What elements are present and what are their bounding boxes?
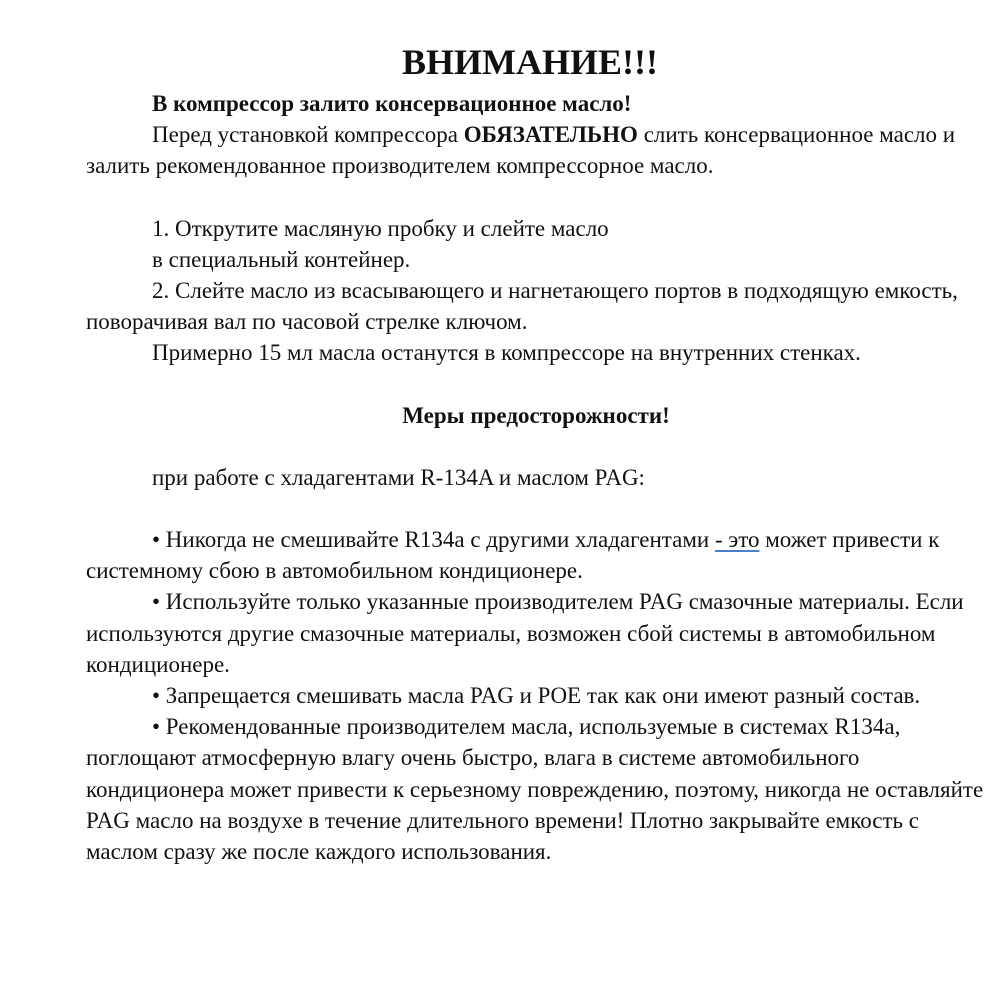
spacer <box>86 431 986 462</box>
spellcheck-flagged-text[interactable]: - это <box>714 527 760 553</box>
step-1-line-2: в специальный контейнер. <box>152 246 411 272</box>
precautions-heading: Меры предосторожности! <box>402 402 670 428</box>
precautions-subheading: при работе с хладагентами R-134A и маслом PAG: <box>152 464 645 490</box>
bullet-1 <box>86 524 986 586</box>
bullet-2: • Используйте только указанные производителем PAG смазочные материалы. Если используются другие смазочные материалы, возможен сбой системы в автомобильном кондиционере. <box>86 589 964 677</box>
intro-emphasis: ОБЯЗАТЕЛЬНО <box>463 122 638 148</box>
bullet-1-after: может привести к системному сбою в автомобильном кондиционере. <box>86 527 940 584</box>
step-2: 2. Слейте масло из всасывающего и нагнетающего портов в подходящую емкость, поворачивая вал по часовой стрелке ключом. <box>86 278 958 335</box>
intro-before: Перед установкой компрессора <box>152 122 464 148</box>
step-note: Примерно 15 мл масла останутся в компрессоре на внутренних стенках. <box>152 340 861 366</box>
spacer <box>86 369 986 400</box>
spacer <box>86 493 986 524</box>
page-title: ВНИМАНИЕ!!! <box>402 42 658 82</box>
warning-line: В компрессор залито консервационное масло! <box>152 91 632 116</box>
step-1-line-1: 1. Открутите масляную пробку и слейте масло <box>152 215 609 241</box>
intro-after: слить консервационное масло и залить рекомендованное производителем компрессорное масло. <box>86 122 956 179</box>
bullet-1-before: • Никогда не смешивайте R134a с другими хладагентами <box>152 527 715 553</box>
bullet-3: • Запрещается смешивать масла PAG и POE так как они имеют разный состав. <box>152 683 921 709</box>
spacer <box>86 182 986 213</box>
bullet-4: • Рекомендованные производителем масла, используемые в системах R134a, поглощают атмосферную влагу очень быстро, влага в системе автомобильного кондиционера может привести к серьезному повреждению, поэтому, никогда не оставляйте PAG масло на воздухе в течение длительного времени! Плотно закрывайте емкость с маслом сразу же после каждого использования. <box>86 714 984 865</box>
intro-paragraph <box>86 119 986 181</box>
document-page <box>86 36 986 867</box>
